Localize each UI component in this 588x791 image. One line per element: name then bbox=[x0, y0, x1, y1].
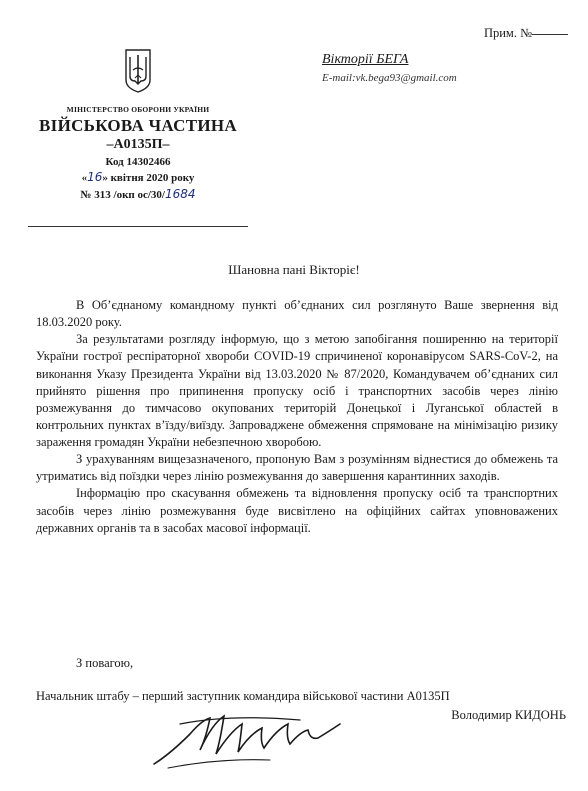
edrpou-code: Код 14302466 bbox=[105, 156, 171, 168]
signatory-title: Начальник штабу – перший заступник командира військової частини А0135П bbox=[36, 689, 450, 703]
paragraph: З урахуванням вищезазначеного, пропоную Вам з розумінням віднестися до обмежень та утриматись від поїздки через лінію розмежування до завершення карантинних заходів. bbox=[36, 452, 558, 484]
date-day-handwritten: 16 bbox=[87, 170, 103, 184]
date-open-quote: « bbox=[81, 172, 88, 184]
closing-regards: З повагою, bbox=[76, 656, 134, 670]
header-divider bbox=[28, 226, 248, 227]
letterhead bbox=[38, 105, 238, 201]
handwritten-signature bbox=[150, 694, 350, 774]
paragraph: За результатами розгляду інформую, що з метою запобігання поширенню на території України гострої респіраторної хвороби COVID-19 спричиненої коронавірусом SARS-CoV-2, на виконання Указу Президента України від 13.03.2020 № 87/2020, Командувачем об’єднаних сил прийнято рішення про припинення пропуску осіб і транспортних засобів через лінію розмежування до тимчасово окупованих територій Донецької і Луганської областей в контрольних пунктах в’їзду/виїзду. Запроваджене обмеження спрямоване на мінімізацію ризику зараження громадян України небезпечною хворобою. bbox=[36, 332, 558, 449]
paragraph: Інформацію про скасування обмежень та відновлення пропуску осіб та транспортних засобів через лінію розмежування буде висвітлено на офіційних сайтах уповноважених державних органів та в засобах масової інформації. bbox=[36, 486, 558, 535]
reference-label: Прим. № bbox=[483, 26, 532, 40]
outgoing-number-prefix: № 313 /окп ос/30/ bbox=[80, 189, 165, 201]
military-unit-code: –А0135П– bbox=[106, 137, 170, 152]
military-unit-title: ВІЙСЬКОВА ЧАСТИНА bbox=[39, 116, 237, 135]
reference-blank bbox=[532, 33, 568, 35]
letter-body bbox=[36, 297, 558, 537]
outgoing-number bbox=[38, 187, 238, 201]
ministry-name: МІНІСТЕРСТВО ОБОРОНИ УКРАЇНИ bbox=[66, 105, 210, 114]
trident-emblem-icon bbox=[124, 48, 152, 94]
salutation: Шановна пані Вікторіє! bbox=[228, 262, 360, 277]
date-month-year: » квітня 2020 року bbox=[102, 172, 195, 184]
addressee-name: Вікторії БЕГА bbox=[322, 52, 409, 67]
addressee-block bbox=[322, 52, 457, 84]
letter-date bbox=[38, 170, 238, 184]
signatory-name: Володимир КИДОНЬ bbox=[451, 708, 566, 722]
outgoing-number-handwritten: 1684 bbox=[164, 187, 196, 201]
reference-number bbox=[484, 26, 568, 41]
paragraph: В Об’єднаному командному пункті об’єднаних сил розглянуто Ваше звернення від 18.03.2020 року. bbox=[36, 298, 558, 330]
addressee-email: E-mail:vk.bega93@gmail.com bbox=[322, 72, 457, 84]
